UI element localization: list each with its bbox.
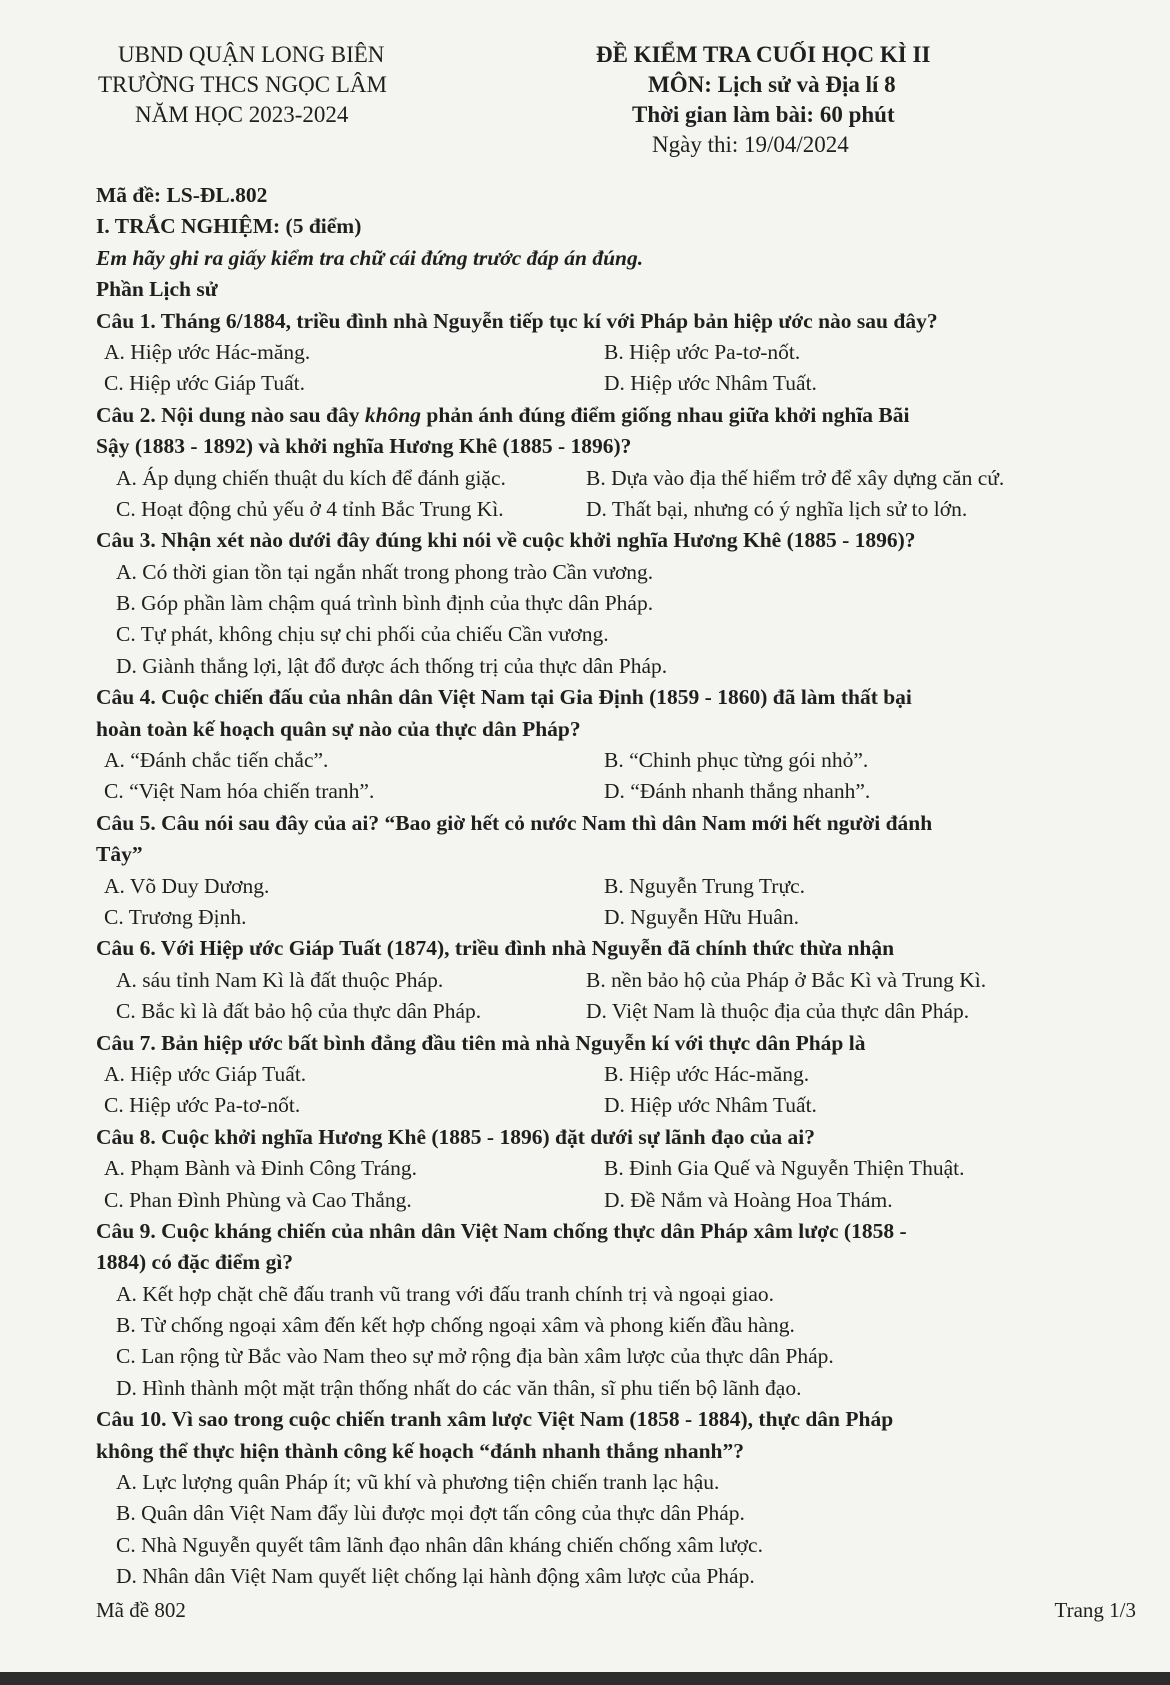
q8-option-c: C. Phan Đình Phùng và Cao Thắng. [104, 1187, 412, 1212]
q6-option-d: D. Việt Nam là thuộc địa của thực dân Pháp. [586, 999, 970, 1024]
q7-option-c: C. Hiệp ước Pa-tơ-nốt. [104, 1093, 301, 1118]
footer-exam-code: Mã đề 802 [96, 1598, 186, 1622]
question-2-options-row-2 [96, 494, 1116, 525]
exam-body [96, 180, 1116, 1593]
q1-option-c: C. Hiệp ước Giáp Tuất. [104, 371, 305, 396]
q3-option-d: D. Giành thắng lợi, lật đổ được ách thống trị của thực dân Pháp. [116, 653, 668, 678]
question-10-stem-line-1: Câu 10. Vì sao trong cuộc chiến tranh xâm lược Việt Nam (1858 - 1884), thực dân Pháp [96, 1407, 894, 1432]
question-5-stem-line-2: Tây” [96, 842, 143, 867]
q8-option-a: A. Phạm Bành và Đinh Công Tráng. [104, 1156, 417, 1181]
question-8-stem: Câu 8. Cuộc khởi nghĩa Hương Khê (1885 - 1896) đặt dưới sự lãnh đạo của ai? [96, 1124, 815, 1149]
question-4-options-row-1 [96, 745, 1116, 776]
question-5-options-row-2 [96, 902, 1116, 933]
q6-option-b: B. nền bảo hộ của Pháp ở Bắc Kì và Trung Kì. [586, 967, 987, 992]
section-heading: I. TRẮC NGHIỆM: (5 điểm) [96, 214, 362, 239]
question-6-stem: Câu 6. Với Hiệp ước Giáp Tuất (1874), triều đình nhà Nguyễn đã chính thức thừa nhận [96, 936, 895, 961]
q10-option-a: A. Lực lượng quân Pháp ít; vũ khí và phương tiện chiến tranh lạc hậu. [116, 1470, 720, 1495]
question-7-options-row-1 [96, 1059, 1116, 1090]
question-1-options-row-2 [96, 368, 1116, 399]
q7-option-d: D. Hiệp ước Nhâm Tuất. [604, 1093, 817, 1118]
q3-option-b: B. Góp phần làm chậm quá trình bình định của thực dân Pháp. [116, 591, 654, 616]
question-7-options-row-2 [96, 1090, 1116, 1121]
school-year: NĂM HỌC 2023-2024 [135, 102, 349, 127]
school-name: TRƯỜNG THCS NGỌC LÂM [98, 72, 387, 97]
q4-option-c: C. “Việt Nam hóa chiến tranh”. [104, 779, 375, 804]
question-4-options-row-2 [96, 776, 1116, 807]
q2-option-a: A. Áp dụng chiến thuật du kích để đánh giặc. [116, 465, 506, 490]
q5-option-c: C. Trương Định. [104, 904, 247, 929]
instruction: Em hãy ghi ra giấy kiểm tra chữ cái đứng trước đáp án đúng. [96, 245, 644, 270]
scan-edge [0, 1672, 1170, 1685]
question-1-options-row-1 [96, 337, 1116, 368]
q2-option-d: D. Thất bại, nhưng có ý nghĩa lịch sử to lớn. [586, 496, 968, 521]
q8-option-d: D. Đề Nắm và Hoàng Hoa Thám. [604, 1187, 893, 1212]
subject: MÔN: Lịch sử và Địa lí 8 [648, 72, 896, 97]
q2-stem-part-1: Câu 2. Nội dung nào sau đây [96, 402, 365, 427]
page-number: Trang 1/3 [1054, 1598, 1136, 1622]
question-6-options-row-1 [96, 965, 1116, 996]
q7-option-b: B. Hiệp ước Hác-măng. [604, 1061, 810, 1086]
part-heading: Phần Lịch sử [96, 277, 218, 302]
duration: Thời gian làm bài: 60 phút [632, 102, 895, 127]
exam-header [0, 42, 1170, 172]
q9-option-b: B. Từ chống ngoại xâm đến kết hợp chống ngoại xâm và phong kiến đầu hàng. [116, 1313, 795, 1338]
question-8-options-row-2 [96, 1185, 1116, 1216]
q5-option-b: B. Nguyễn Trung Trực. [604, 873, 806, 898]
district-name: UBND QUẬN LONG BIÊN [118, 42, 385, 67]
q3-option-c: C. Tự phát, không chịu sự chi phối của chiếu Cần vương. [116, 622, 609, 647]
q4-option-b: B. “Chinh phục từng gói nhỏ”. [604, 748, 869, 773]
q10-option-c: C. Nhà Nguyễn quyết tâm lãnh đạo nhân dân kháng chiến chống xâm lược. [116, 1532, 763, 1557]
question-2-stem-line-2: Sậy (1883 - 1892) và khởi nghĩa Hương Khê (1885 - 1896)? [96, 434, 632, 459]
question-8-options-row-1 [96, 1153, 1116, 1184]
question-4-stem-line-1: Câu 4. Cuộc chiến đấu của nhân dân Việt Nam tại Gia Định (1859 - 1860) đã làm thất bại [96, 685, 912, 710]
question-4-stem-line-2: hoàn toàn kế hoạch quân sự nào của thực dân Pháp? [96, 716, 581, 741]
q2-stem-emphasis: không [364, 402, 422, 427]
page-footer [96, 1598, 1136, 1623]
q9-option-a: A. Kết hợp chặt chẽ đấu tranh vũ trang với đấu tranh chính trị và ngoại giao. [116, 1281, 774, 1306]
question-5-options-row-1 [96, 871, 1116, 902]
exam-date: Ngày thi: 19/04/2024 [652, 132, 849, 157]
question-7-stem: Câu 7. Bản hiệp ước bất bình đẳng đầu tiên mà nhà Nguyễn kí với thực dân Pháp là [96, 1030, 866, 1055]
q6-option-a: A. sáu tỉnh Nam Kì là đất thuộc Pháp. [116, 967, 444, 992]
exam-title: ĐỀ KIỂM TRA CUỐI HỌC KÌ II [596, 42, 931, 67]
q1-option-b: B. Hiệp ước Pa-tơ-nốt. [604, 339, 801, 364]
q5-option-a: A. Võ Duy Dương. [104, 873, 270, 898]
question-3-stem: Câu 3. Nhận xét nào dưới đây đúng khi nói về cuộc khởi nghĩa Hương Khê (1885 - 1896)? [96, 528, 916, 553]
q2-stem-part-2: phản ánh đúng điểm giống nhau giữa khởi nghĩa Bãi [421, 402, 910, 427]
q9-option-d: D. Hình thành một mặt trận thống nhất do các văn thân, sĩ phu tiến bộ lãnh đạo. [116, 1375, 802, 1400]
question-2-stem-line-1 [96, 400, 1116, 431]
q1-option-d: D. Hiệp ước Nhâm Tuất. [604, 371, 817, 396]
exam-code: Mã đề: LS-ĐL.802 [96, 183, 268, 207]
question-6-options-row-2 [96, 996, 1116, 1027]
q2-option-b: B. Dựa vào địa thế hiểm trở để xây dựng căn cứ. [586, 465, 1005, 490]
q7-option-a: A. Hiệp ước Giáp Tuất. [104, 1061, 307, 1086]
q10-option-d: D. Nhân dân Việt Nam quyết liệt chống lại hành động xâm lược của Pháp. [116, 1564, 755, 1589]
question-5-stem-line-1: Câu 5. Câu nói sau đây của ai? “Bao giờ hết cỏ nước Nam thì dân Nam mới hết người đánh [96, 810, 933, 835]
question-2-options-row-1 [96, 463, 1116, 494]
q8-option-b: B. Đinh Gia Quế và Nguyễn Thiện Thuật. [604, 1156, 965, 1181]
q5-option-d: D. Nguyễn Hữu Huân. [604, 904, 799, 929]
q10-option-b: B. Quân dân Việt Nam đẩy lùi được mọi đợt tấn công của thực dân Pháp. [116, 1501, 745, 1526]
q6-option-c: C. Bắc kì là đất bảo hộ của thực dân Pháp. [116, 999, 482, 1024]
question-9-stem-line-2: 1884) có đặc điểm gì? [96, 1250, 294, 1275]
question-1-stem: Câu 1. Tháng 6/1884, triều đình nhà Nguyễn tiếp tục kí với Pháp bản hiệp ước nào sau đây? [96, 308, 938, 333]
q2-option-c: C. Hoạt động chủ yếu ở 4 tỉnh Bắc Trung Kì. [116, 496, 504, 521]
q4-option-a: A. “Đánh chắc tiến chắc”. [104, 748, 329, 773]
question-9-stem-line-1: Câu 9. Cuộc kháng chiến của nhân dân Việt Nam chống thực dân Pháp xâm lược (1858 - [96, 1218, 907, 1243]
q4-option-d: D. “Đánh nhanh thắng nhanh”. [604, 779, 871, 804]
q3-option-a: A. Có thời gian tồn tại ngắn nhất trong phong trào Cần vương. [116, 559, 654, 584]
q9-option-c: C. Lan rộng từ Bắc vào Nam theo sự mở rộng địa bàn xâm lược của thực dân Pháp. [116, 1344, 834, 1369]
question-10-stem-line-2: không thể thực hiện thành công kế hoạch “đánh nhanh thắng nhanh”? [96, 1438, 744, 1463]
q1-option-a: A. Hiệp ước Hác-măng. [104, 339, 311, 364]
